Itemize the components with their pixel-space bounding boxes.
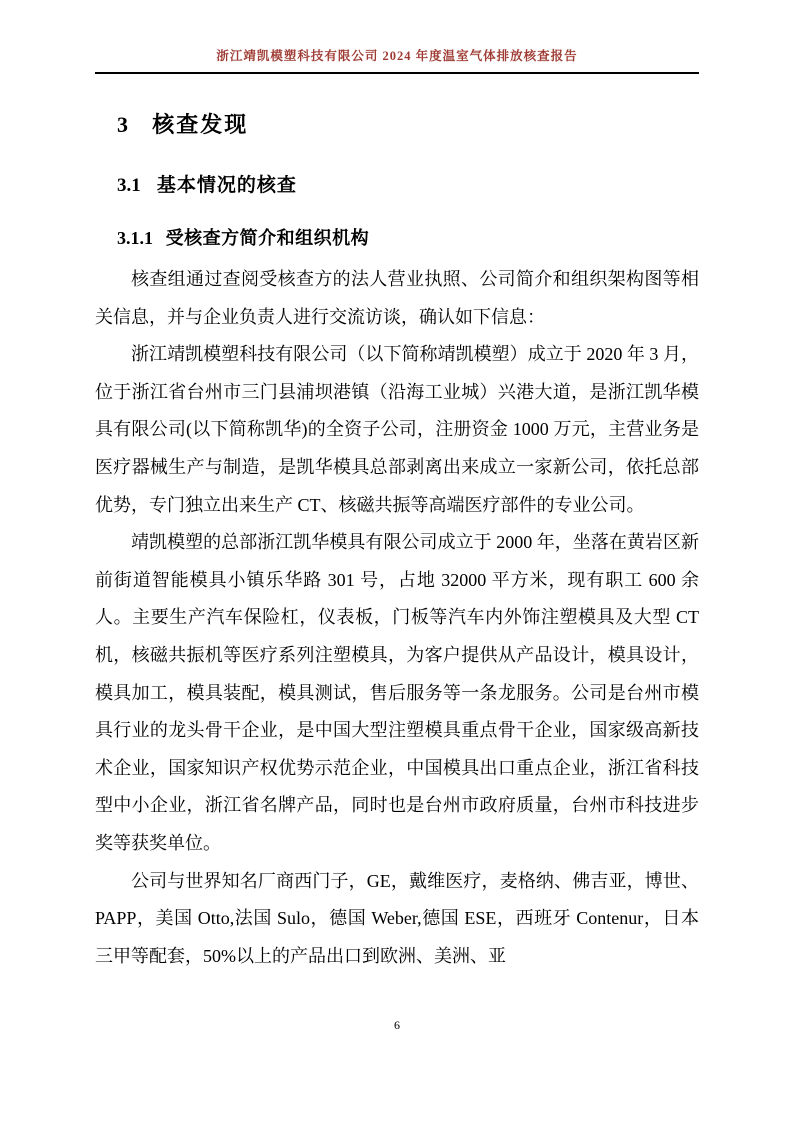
section-heading-3-text: 核查发现 <box>152 112 249 137</box>
page-number: 6 <box>394 1018 400 1032</box>
section-heading-3-1-1-number: 3.1.1 <box>117 228 153 248</box>
section-heading-3-1-number: 3.1 <box>117 175 141 196</box>
body-paragraph: 公司与世界知名厂商西门子，GE，戴维医疗，麦格纳、佛吉亚，博世、PAPP，美国 Otto,法国 Sulo，德国 Weber,德国 ESE，西班牙 Contenur，日本三甲等配套，50%以上的产品出口到欧洲、美洲、亚 <box>95 870 699 966</box>
section-heading-3-number: 3 <box>117 112 128 137</box>
body-paragraph: 浙江靖凯模塑科技有限公司（以下简称靖凯模塑）成立于 2020 年 3 月，位于浙江省台州市三门县浦坝港镇（沿海工业城）兴港大道，是浙江凯华模具有限公司(以下简称凯华)的全资子公司，注册资金 1000 万元，主营业务是医疗器械生产与制造，是凯华模具总部剥离出来成立一家新公司，依托总部优势，专门独立出来生产 CT、核磁共振等高端医疗部件的专业公司。 <box>95 344 699 515</box>
section-heading-3-1 <box>117 170 699 197</box>
header-title: 浙江靖凯模塑科技有限公司 2024 年度温室气体排放核查报告 <box>216 49 578 63</box>
body-paragraph: 核查组通过查阅受核查方的法人营业执照、公司简介和组织架构图等相关信息，并与企业负责人进行交流访谈，确认如下信息： <box>95 269 699 327</box>
document-body <box>95 261 699 975</box>
page-footer <box>0 1018 794 1033</box>
body-paragraph: 靖凯模塑的总部浙江凯华模具有限公司成立于 2000 年，坐落在黄岩区新前街道智能模具小镇乐华路 301 号，占地 32000 平方米，现有职工 600 余人。主要生产汽车保险杠，仪表板，门板等汽车内外饰注塑模具及大型 CT 机，核磁共振机等医疗系列注塑模具，为客户提供从产品设计，模具设计，模具加工，模具装配，模具测试，售后服务等一条龙服务。公司是台州市模具行业的龙头骨干企业，是中国大型注塑模具重点骨干企业，国家级高新技术企业，国家知识产权优势示范企业，中国模具出口重点企业，浙江省科技型中小企业，浙江省名牌产品，同时也是台州市政府质量，台州市科技进步奖等获奖单位。 <box>95 532 699 853</box>
section-heading-3 <box>117 108 699 139</box>
page-header <box>95 46 699 74</box>
section-heading-3-1-1 <box>117 224 699 250</box>
section-heading-3-1-text: 基本情况的核查 <box>156 175 297 196</box>
section-heading-3-1-1-text: 受核查方简介和组织机构 <box>165 228 370 248</box>
